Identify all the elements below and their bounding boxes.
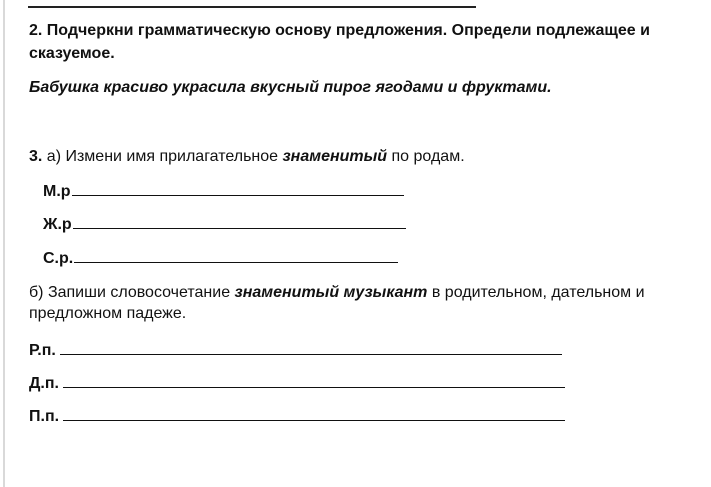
field-genitive-label: Р.п.: [29, 342, 56, 359]
field-dative: [29, 373, 565, 394]
field-dative-label: Д.п.: [29, 375, 59, 392]
task2-sentence: Бабушка красиво украсила вкусный пирог ягодами и фруктами.: [29, 79, 552, 96]
field-feminine-answer-line[interactable]: [73, 214, 406, 229]
field-feminine-label: Ж.р: [43, 216, 72, 233]
field-masculine: [43, 181, 404, 202]
task3a-suffix: по родам.: [387, 148, 465, 165]
task3a-word: знаменитый: [282, 148, 388, 165]
field-prepositional-label: П.п.: [29, 408, 60, 425]
field-genitive-answer-line[interactable]: [60, 340, 562, 355]
field-dative-answer-line[interactable]: [63, 373, 565, 388]
field-prepositional-answer-line[interactable]: [63, 406, 565, 421]
field-neuter-answer-line[interactable]: [74, 248, 398, 263]
field-masculine-answer-line[interactable]: [72, 181, 404, 196]
task2-heading-line1: 2. Подчеркни грамматическую основу предложения. Определи подлежащее и: [29, 22, 650, 39]
task3b-phrase: знаменитый музыкант: [234, 284, 428, 301]
field-feminine: [43, 214, 406, 235]
top-divider-line: [28, 6, 476, 8]
field-genitive: [29, 340, 562, 361]
task3b-prefix: б) Запиши словосочетание: [29, 284, 235, 301]
task3a-prefix: а) Измени имя прилагательное: [42, 148, 283, 165]
task3b-instruction-line2: предложном падеже.: [29, 305, 187, 322]
field-neuter: [43, 248, 398, 269]
task3b-suffix: в родительном, дательном и: [427, 284, 645, 301]
field-neuter-label: С.р.: [43, 250, 74, 267]
field-masculine-label: М.р: [43, 183, 71, 200]
page-left-edge: [3, 0, 5, 487]
task3a-instruction: [29, 147, 465, 167]
field-prepositional: [29, 406, 565, 427]
task2-heading-line2: сказуемое.: [29, 45, 115, 62]
task3b-instruction-line1: [29, 283, 645, 303]
task3-number: 3.: [29, 148, 43, 165]
